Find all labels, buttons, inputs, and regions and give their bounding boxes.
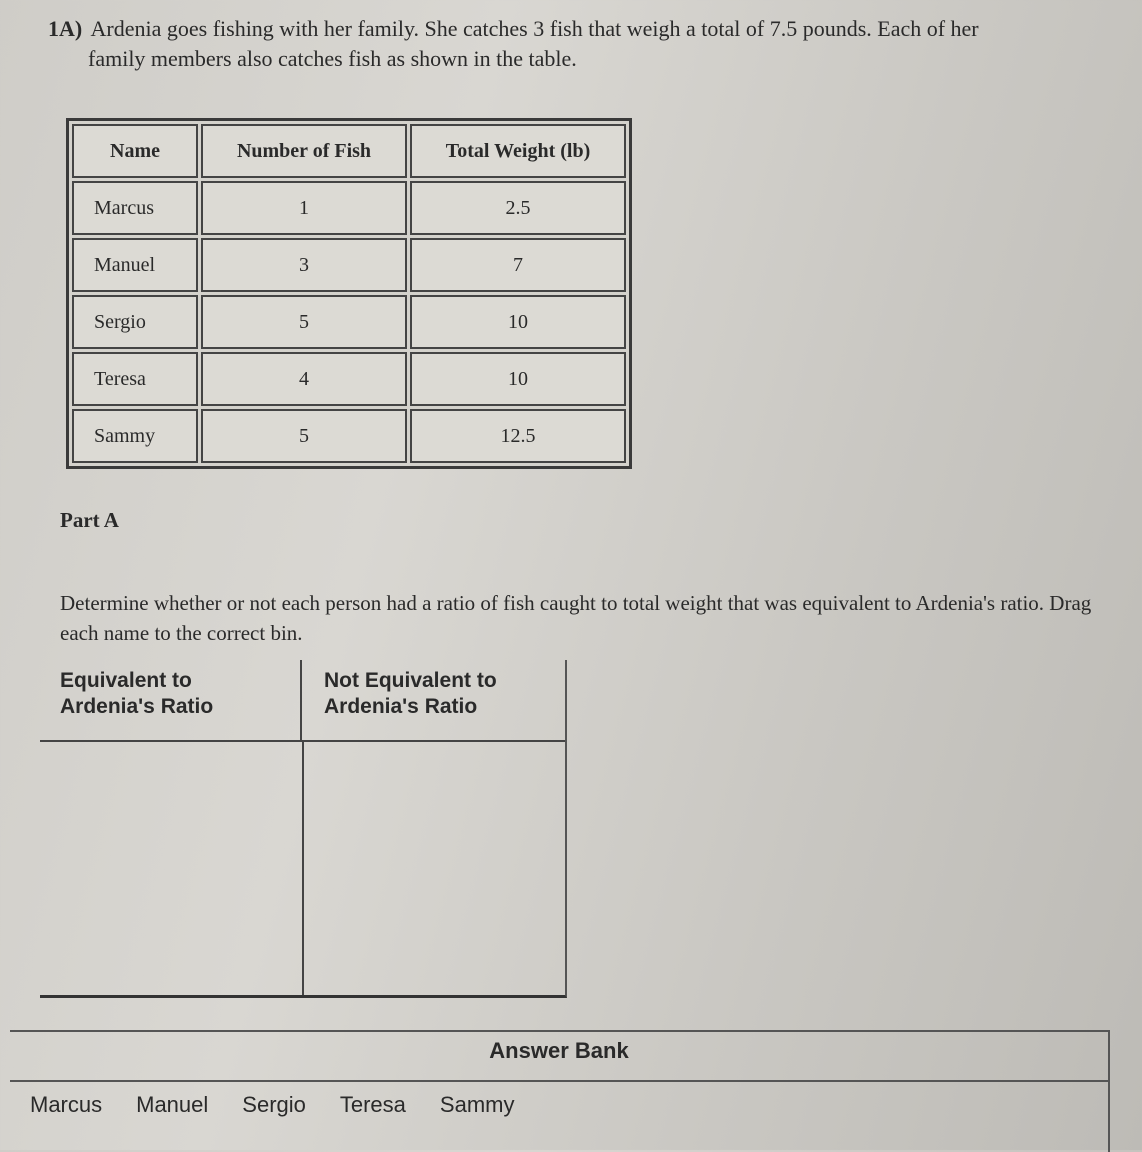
cell-fish: 3	[201, 238, 407, 292]
answer-bank-divider	[10, 1080, 1108, 1082]
cell-weight: 2.5	[410, 181, 626, 235]
cell-name: Sammy	[72, 409, 198, 463]
cell-name: Marcus	[72, 181, 198, 235]
table-row	[72, 181, 626, 235]
cell-name: Sergio	[72, 295, 198, 349]
draggable-name-teresa[interactable]: Teresa	[339, 1092, 406, 1117]
drop-zone-equivalent[interactable]	[40, 742, 304, 995]
table-row	[72, 295, 626, 349]
cell-weight: 10	[410, 295, 626, 349]
drop-zone-not-equivalent[interactable]	[302, 742, 565, 995]
header-number-of-fish: Number of Fish	[201, 124, 407, 178]
answer-bank-items	[28, 1090, 516, 1120]
draggable-name-sammy[interactable]: Sammy	[439, 1092, 515, 1117]
draggable-name-manuel[interactable]: Manuel	[136, 1092, 209, 1117]
table-header-row	[72, 124, 626, 178]
draggable-name-marcus[interactable]: Marcus	[30, 1092, 103, 1117]
sorting-bins	[40, 660, 567, 998]
cell-weight: 10	[410, 352, 626, 406]
question-line-2: family members also catches fish as shown in the table.	[88, 46, 577, 71]
cell-name: Teresa	[72, 352, 198, 406]
bin-header-not-equivalent: Not Equivalent to Ardenia's Ratio	[302, 660, 565, 742]
cell-weight: 7	[410, 238, 626, 292]
table-row	[72, 238, 626, 292]
part-label: Part A	[60, 508, 119, 532]
cell-fish: 5	[201, 409, 407, 463]
header-name: Name	[72, 124, 198, 178]
cell-fish: 1	[201, 181, 407, 235]
table-row	[72, 352, 626, 406]
answer-bank	[10, 1030, 1110, 1152]
question-line-1: Ardenia goes fishing with her family. She catches 3 fish that weigh a total of 7.5 pounds. Each of her	[90, 16, 979, 41]
instruction-text: Determine whether or not each person had a ratio of fish caught to total weight that was equivalent to Ardenia's ratio. Drag each name to the correct bin.	[60, 591, 1092, 645]
header-total-weight: Total Weight (lb)	[410, 124, 626, 178]
fish-table	[66, 118, 632, 469]
question-text	[48, 14, 1108, 74]
bin-header-equivalent: Equivalent to Ardenia's Ratio	[40, 660, 302, 742]
cell-fish: 4	[201, 352, 407, 406]
question-number: 1A)	[48, 16, 83, 41]
cell-name: Manuel	[72, 238, 198, 292]
answer-bank-title: Answer Bank	[489, 1038, 629, 1063]
draggable-name-sergio[interactable]: Sergio	[242, 1092, 306, 1117]
table-row	[72, 409, 626, 463]
cell-fish: 5	[201, 295, 407, 349]
cell-weight: 12.5	[410, 409, 626, 463]
